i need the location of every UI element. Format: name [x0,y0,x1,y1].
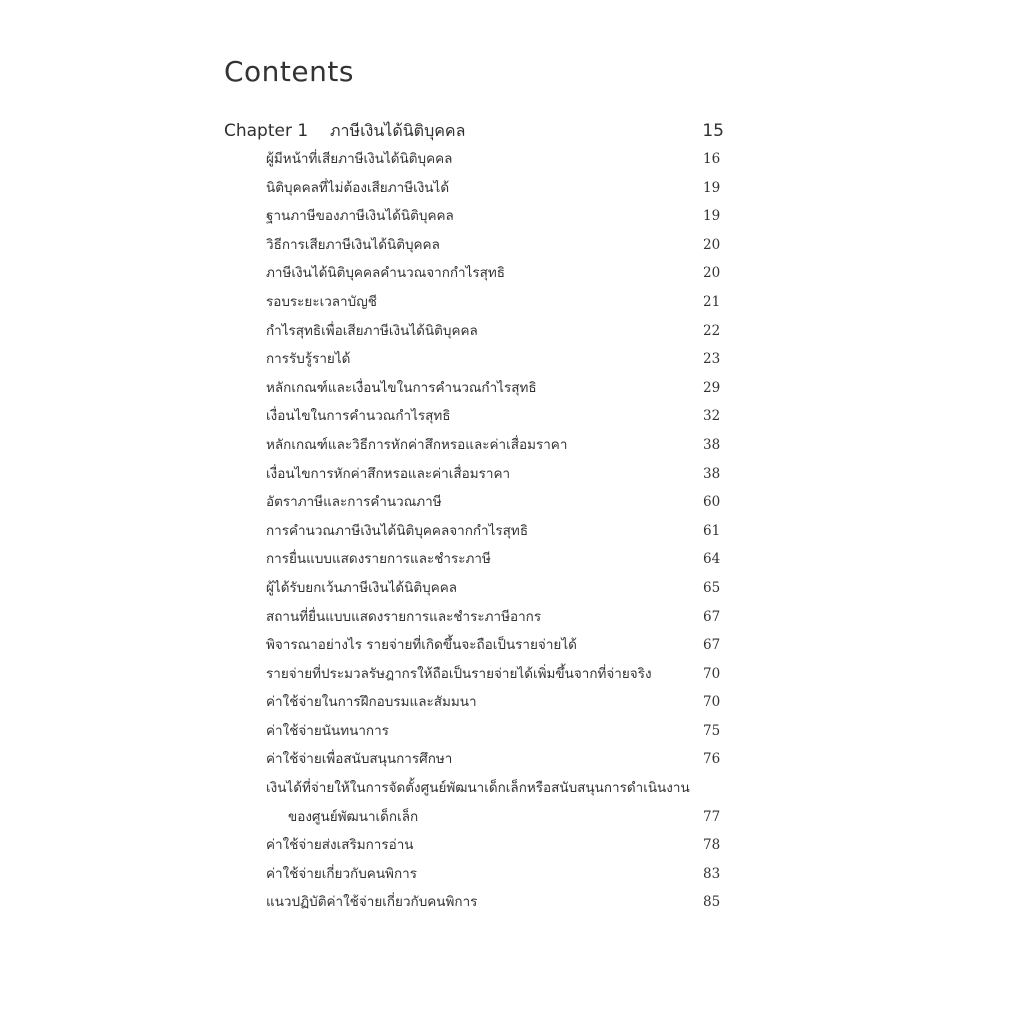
toc-entry-title: ผู้มีหน้าที่เสียภาษีเงินได้นิติบุคคล [266,151,453,167]
toc-entry-page-number: 67 [703,637,721,654]
toc-entry-page-number: 20 [703,236,721,253]
toc-entry[interactable] [0,574,1024,603]
toc-entry-page-number: 19 [703,208,721,225]
toc-entry-title: นิติบุคคลที่ไม่ต้องเสียภาษีเงินได้ [266,179,450,196]
toc-entry-title: กำไรสุทธิเพื่อเสียภาษีเงินได้นิติบุคคล [266,322,478,339]
toc-entry-title: ของศูนย์พัฒนาเด็กเล็ก [288,808,419,825]
toc-entry-title: ค่าใช้จ่ายนันทนาการ [266,722,389,739]
toc-entry[interactable] [0,603,1024,632]
toc-entry[interactable] [0,488,1024,517]
toc-entry-title: รอบระยะเวลาบัญชี [266,293,377,310]
toc-entry-title: วิธีการเสียภาษีเงินได้นิติบุคคล [266,236,440,253]
toc-entry-title: ค่าใช้จ่ายในการฝึกอบรมและสัมมนา [266,694,477,711]
toc-entry[interactable] [0,717,1024,746]
contents-heading: Contents [224,55,354,88]
toc-entry[interactable] [0,174,1024,203]
toc-entry-page-number: 23 [703,351,721,368]
toc-entry[interactable] [0,774,1024,803]
toc-entry-page-number: 38 [703,436,721,453]
toc-entry-title: พิจารณาอย่างไร รายจ่ายที่เกิดขึ้นจะถือเป็นรายจ่ายได้ [266,637,577,654]
toc-entry-page-number: 78 [703,837,721,854]
toc-entry[interactable] [0,345,1024,374]
toc-entry[interactable] [0,888,1024,917]
toc-entry-title: การคำนวณภาษีเงินได้นิติบุคคลจากกำไรสุทธิ [266,522,529,539]
toc-entry-title: ค่าใช้จ่ายเกี่ยวกับคนพิการ [266,865,417,882]
toc-entry-page-number: 61 [703,522,721,539]
toc-entry[interactable] [0,660,1024,689]
toc-entry-title: การยื่นแบบแสดงรายการและชำระภาษี [266,551,491,568]
toc-entry-title: ค่าใช้จ่ายส่งเสริมการอ่าน [266,837,414,854]
toc-entry-title: รายจ่ายที่ประมวลรัษฎากรให้ถือเป็นรายจ่ายได้เพิ่มขึ้นจากที่จ่ายจริง [266,665,652,682]
toc-entry-page-number: 70 [703,665,721,682]
toc-entry-page-number: 22 [703,322,721,339]
toc-entry-title: ฐานภาษีของภาษีเงินได้นิติบุคคล [266,208,454,225]
toc-entry-page-number: 67 [703,608,721,625]
toc-entry-title: หลักเกณฑ์และเงื่อนไขในการคำนวณกำไรสุทธิ [266,379,537,396]
toc-entry-page-number: 29 [703,379,721,396]
toc-entry-title: เงื่อนไขการหักค่าสึกหรอและค่าเสื่อมราคา [266,465,511,482]
toc-entry[interactable] [0,631,1024,660]
toc-entry[interactable] [0,145,1024,174]
toc-entry-title: แนวปฏิบัติค่าใช้จ่ายเกี่ยวกับคนพิการ [266,894,478,911]
toc-entry-page-number: 64 [703,551,721,568]
toc-entry-page-number: 38 [703,465,721,482]
toc-entry-title: ผู้ได้รับยกเว้นภาษีเงินได้นิติบุคคล [266,579,458,596]
toc-entry-page-number: 85 [703,894,721,911]
toc-entry[interactable] [0,231,1024,260]
toc-entry-page-number: 32 [703,408,721,425]
toc-entry-page-number: 20 [703,265,721,282]
toc-entry-title: เงินได้ที่จ่ายให้ในการจัดตั้งศูนย์พัฒนาเด็กเล็กหรือสนับสนุนการดำเนินงาน [266,780,690,797]
toc-entry[interactable] [0,402,1024,431]
toc-entry[interactable] [0,202,1024,231]
toc-entry-page-number: 70 [703,694,721,711]
toc-entry[interactable] [0,831,1024,860]
toc-entry[interactable] [0,803,1024,832]
toc-entry[interactable] [0,545,1024,574]
toc-entry-title: เงื่อนไขในการคำนวณกำไรสุทธิ [266,408,451,425]
chapter-page-number: 15 [702,121,724,141]
chapter-title: ภาษีเงินได้นิติบุคคล [330,121,466,140]
toc-entry-page-number: 65 [703,579,721,596]
toc-entry[interactable] [0,317,1024,346]
toc-entry-title: การรับรู้รายได้ [266,351,351,368]
toc-entry-title: หลักเกณฑ์และวิธีการหักค่าสึกหรอและค่าเสื่อมราคา [266,436,568,453]
toc-entry-title: ค่าใช้จ่ายเพื่อสนับสนุนการศึกษา [266,751,453,768]
toc-entry[interactable] [0,288,1024,317]
toc-entry-title: สถานที่ยื่นแบบแสดงรายการและชำระภาษีอากร [266,608,542,625]
toc-entry-title: อัตราภาษีและการคำนวณภาษี [266,494,442,511]
toc-entry-page-number: 83 [703,865,721,882]
toc-entry[interactable] [0,460,1024,489]
toc-entry-page-number: 19 [703,179,721,196]
chapter-heading-row[interactable] [224,117,724,145]
toc-entry-page-number: 60 [703,494,721,511]
toc-entry[interactable] [0,860,1024,889]
toc-entry[interactable] [0,431,1024,460]
toc-entry-page-number: 75 [703,722,721,739]
toc-entry[interactable] [0,374,1024,403]
toc-entry-page-number: 77 [703,808,721,825]
toc-entry-page-number: 16 [703,151,721,167]
chapter-label: Chapter 1 [224,121,309,141]
toc-entry-page-number: 21 [703,293,721,310]
toc-entry-list [0,145,1024,917]
toc-entry[interactable] [0,259,1024,288]
toc-entry[interactable] [0,688,1024,717]
toc-entry-title: ภาษีเงินได้นิติบุคคลคำนวณจากกำไรสุทธิ [266,265,506,282]
toc-entry[interactable] [0,517,1024,546]
toc-entry-page-number: 76 [703,751,721,768]
toc-entry[interactable] [0,745,1024,774]
